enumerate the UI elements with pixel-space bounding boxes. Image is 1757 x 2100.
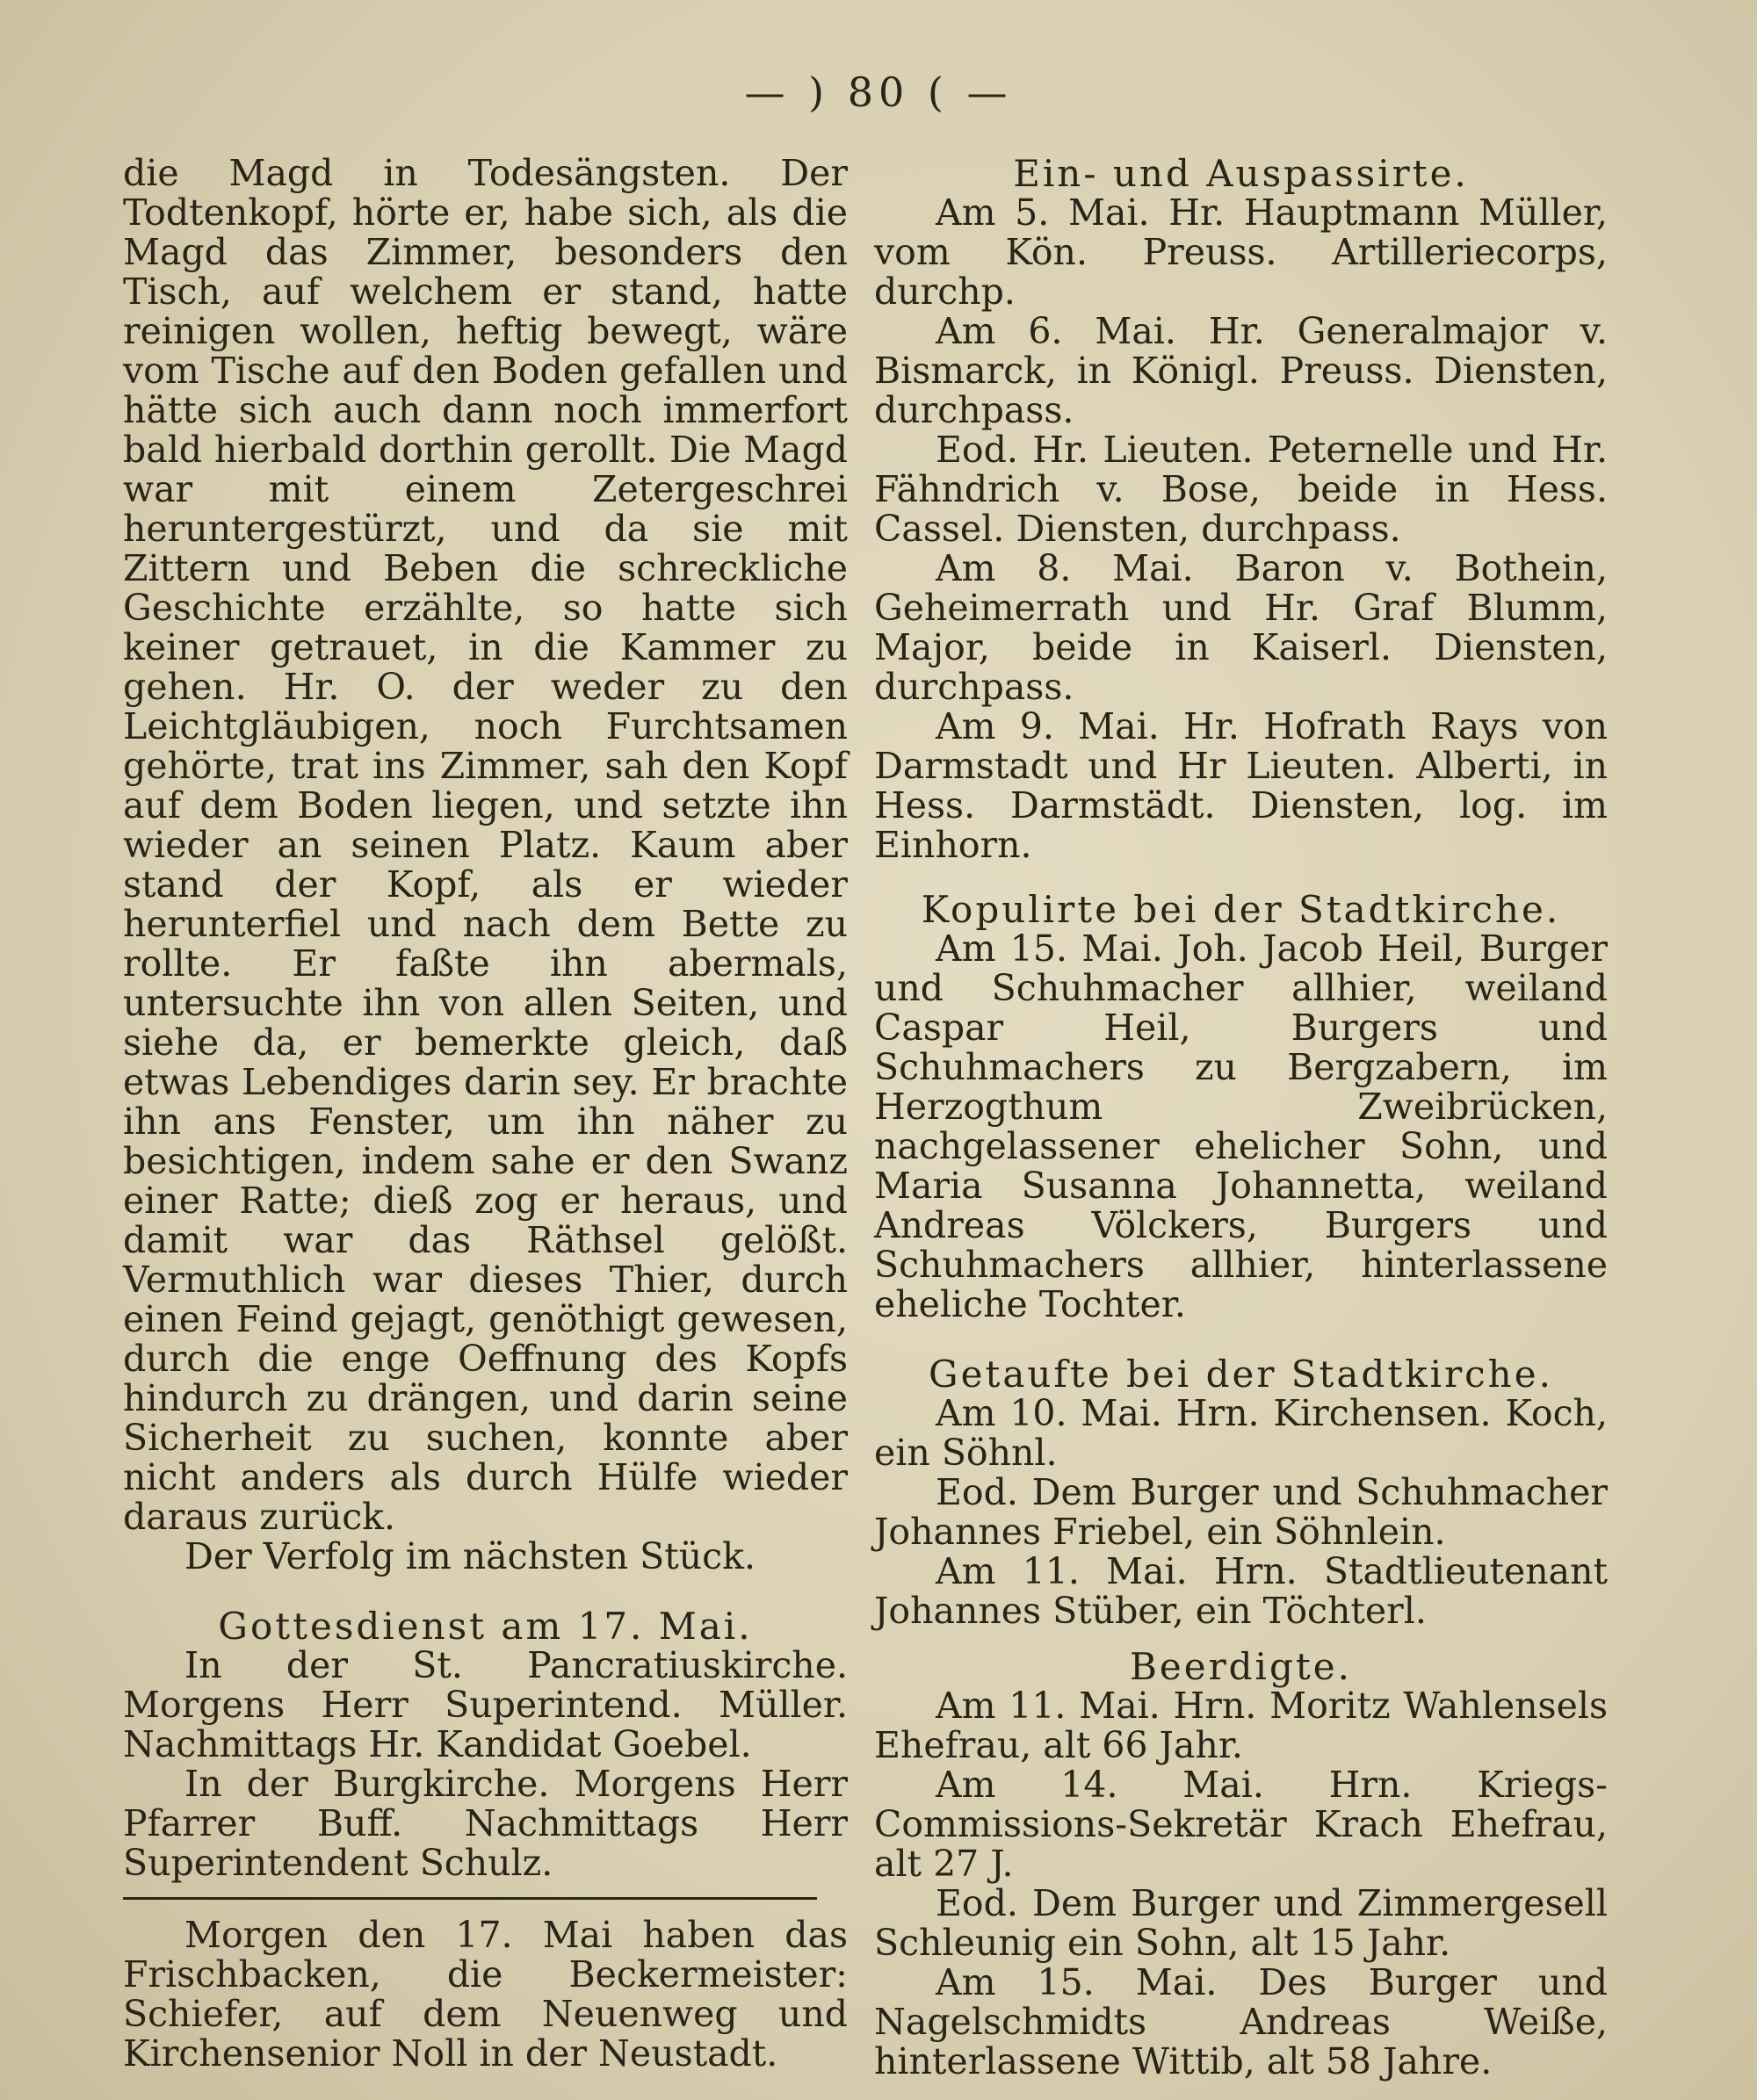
travelers-heading: Ein- und Auspassirte. [1013,152,1469,195]
buried-entry: Am 15. Mai. Des Burger und Nagelschmidts Andreas Weiße, hinterlassene Wittib, alt 58 Jahre. [874,1961,1608,2082]
baptized-entry: Am 10. Mai. Hrn. Kirchensen. Koch, ein Söhnl. [874,1392,1608,1474]
buried-entry: Eod. Dem Burger und Zimmergesell Schleunig ein Sohn, alt 15 Jahr. [874,1882,1608,1964]
married-heading: Kopulirte bei der Stadtkirche. [921,888,1561,931]
section-divider [123,1897,817,1900]
buried-heading: Beerdigte. [1130,1645,1352,1688]
married-entry: Am 15. Mai. Joh. Jacob Heil, Burger und Schuhmacher allhier, weiland Caspar Heil, Burgers und Schuhmachers zu Bergzabern, im Herzogthum Zweibrücken, nachgelassener ehelicher Sohn, und Maria Susanna Johannetta, weiland Andreas Völckers, Burgers und Schuhmachers allhier, hinterlassene eheliche Tochter. [874,927,1608,1325]
worship-pancratius: In der St. Pancratiuskirche. Morgens Herr Superintend. Müller. Nachmittags Hr. Kandidat Goebel. [123,1644,848,1765]
right-column [874,154,1608,2082]
traveler-entry: Am 5. Mai. Hr. Hauptmann Müller, vom Kön. Preuss. Artilleriecorps, durchp. [874,191,1608,313]
bakers-notice: Morgen den 17. Mai haben das Frischbacken, die Beckermeister: Schiefer, auf dem Neuenweg und Kirchensenior Noll in der Neustadt. [123,1914,848,2075]
worship-heading: Gottesdienst am 17. Mai. [218,1605,753,1648]
traveler-entry: Am 9. Mai. Hr. Hofrath Rays von Darmstadt und Hr Lieuten. Alberti, in Hess. Darmstädt. Diensten, log. im Einhorn. [874,705,1608,866]
traveler-entry: Eod. Hr. Lieuten. Peternelle und Hr. Fähndrich v. Bose, beide in Hess. Cassel. Diensten, durchpass. [874,429,1608,550]
baptized-heading: Getaufte bei der Stadtkirche. [929,1353,1553,1396]
continuation-note: Der Verfolg im nächsten Stück. [184,1535,756,1577]
story-text: die Magd in Todesängsten. Der Todtenkopf, hörte er, habe sich, als die Magd das Zimmer, besonders den Tisch, auf welchem er stand, hatte reinigen wollen, heftig bewegt, wäre vom Tische auf den Boden gefallen und hätte sich auch dann noch immerfort bald hierbald dorthin gerollt. Die Magd war mit einem Zetergeschrei heruntergestürzt, und da sie mit Zittern und Beben die schreckliche Geschichte erzählte, so hatte sich keiner getrauet, in die Kammer zu gehen. Hr. O. der weder zu den Leichtgläubigen, noch Furchtsamen gehörte, trat ins Zimmer, sah den Kopf auf dem Boden liegen, und setzte ihn wieder an seinen Platz. Kaum aber stand der Kopf, als er wieder herunterfiel und nach dem Bette zu rollte. Er faßte ihn abermals, untersuchte ihn von allen Seiten, und siehe da, er bemerkte gleich, daß etwas Lebendiges darin sey. Er brachte ihn ans Fenster, um ihn näher zu besichtigen, indem sahe er den Swanz einer Ratte; dieß zog er heraus, und damit war das Räthsel gelößt. Vermuthlich war dieses Thier, durch einen Feind gejagt, genöthigt gewesen, durch die enge Oeffnung des Kopfs hindurch zu drängen, und darin seine Sicherheit zu suchen, konnte aber nicht anders als durch Hülfe wieder daraus zurück. [123,152,848,1538]
baptized-entry: Am 11. Mai. Hrn. Stadtlieutenant Johannes Stüber, ein Töchterl. [874,1550,1608,1632]
worship-burgkirche: In der Burgkirche. Morgens Herr Pfarrer Buff. Nachmittags Herr Superintendent Schulz. [123,1763,848,1884]
buried-entry: Am 11. Mai. Hrn. Moritz Wahlensels Ehefrau, alt 66 Jahr. [874,1685,1608,1766]
traveler-entry: Am 8. Mai. Baron v. Bothein, Geheimerrath und Hr. Graf Blumm, Major, beide in Kaiserl. Diensten, durchpass. [874,547,1608,708]
page-number-header: — ) 80 ( — [744,69,1013,116]
buried-entry: Am 14. Mai. Hrn. Kriegs-Commissions-Sekretär Krach Ehefrau, alt 27 J. [874,1764,1608,1885]
left-column [123,154,848,2074]
traveler-entry: Am 6. Mai. Hr. Generalmajor v. Bismarck, in Königl. Preuss. Diensten, durchpass. [874,310,1608,431]
baptized-entry: Eod. Dem Burger und Schuhmacher Johannes Friebel, ein Söhnlein. [874,1471,1608,1553]
